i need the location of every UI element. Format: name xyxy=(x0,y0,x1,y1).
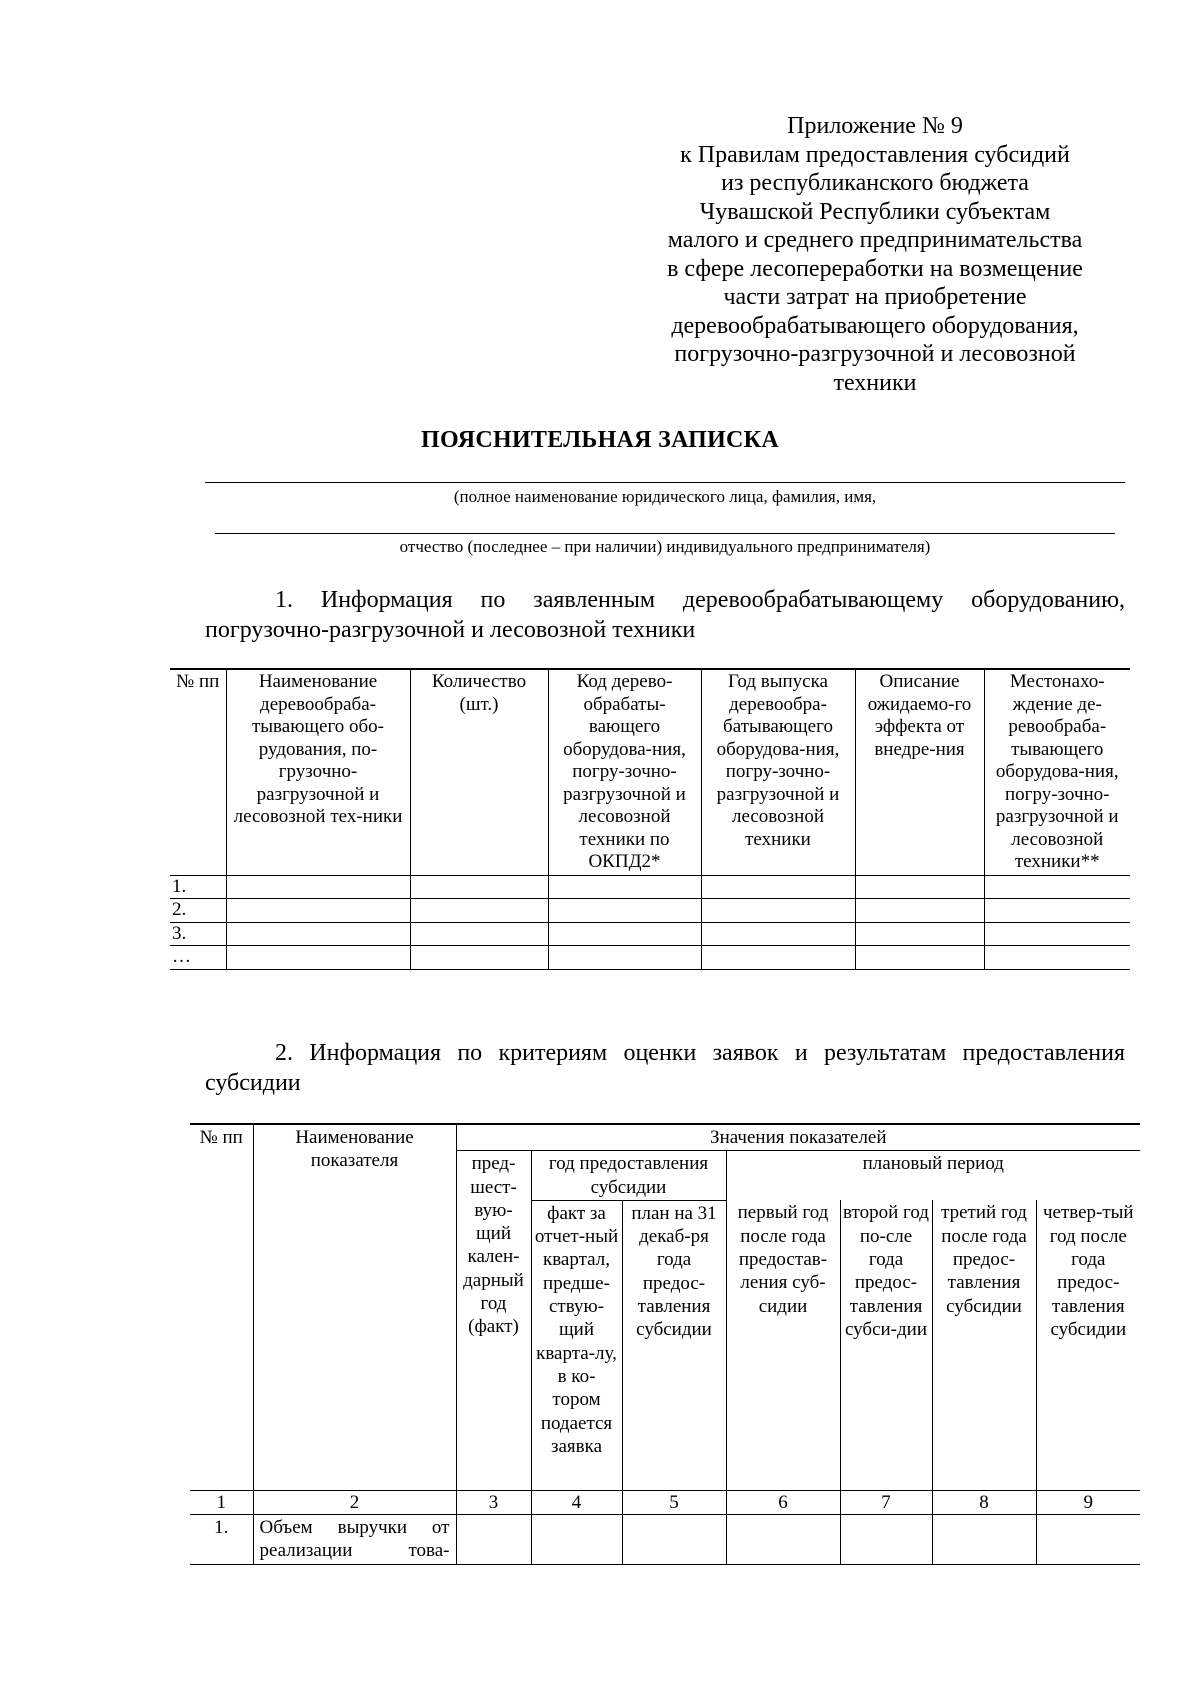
t1-cell[interactable] xyxy=(701,946,855,970)
t2-cell[interactable] xyxy=(726,1515,840,1565)
appendix-line: погрузочно-разгрузочной и лесовозной xyxy=(674,341,1076,367)
t2-header-year-2: второй год по-сле года предос-тавления субси-дии xyxy=(840,1200,932,1490)
t2-header-year-4: четвер-тый год после года предос-тавления субсидии xyxy=(1036,1200,1140,1490)
t1-cell[interactable] xyxy=(548,946,701,970)
t2-col-num: 6 xyxy=(726,1490,840,1514)
t2-col-num: 3 xyxy=(456,1490,531,1514)
t1-row-number: 2. xyxy=(170,899,226,923)
t2-header-year-1: первый год после года предостав-ления суб-сидии xyxy=(726,1200,840,1490)
appendix-line: в сфере лесопереработки на возмещение xyxy=(667,255,1083,282)
t1-cell[interactable] xyxy=(701,922,855,946)
section-1-line-2: погрузочно-разгрузочной и лесовозной техники xyxy=(205,617,696,643)
t1-cell[interactable] xyxy=(701,875,855,899)
t2-header-plan-dec31: план на 31 декаб-ря года предос-тавления субсидии xyxy=(622,1200,726,1490)
appendix-line: Приложение № 9 xyxy=(787,113,963,139)
appendix-line: малого и среднего предпринимательства xyxy=(667,227,1083,253)
t2-row-number: 1. xyxy=(190,1515,253,1565)
t1-cell[interactable] xyxy=(855,899,984,923)
section-2-line-2: субсидии xyxy=(205,1070,301,1096)
t1-cell[interactable] xyxy=(855,946,984,970)
t2-col-num: 1 xyxy=(190,1490,253,1514)
t1-cell[interactable] xyxy=(984,875,1130,899)
t2-cell[interactable] xyxy=(622,1515,726,1565)
appendix-line: к Правилам предоставления субсидий xyxy=(680,141,1070,168)
t2-col-num: 9 xyxy=(1036,1490,1140,1514)
t1-cell[interactable] xyxy=(984,946,1130,970)
section-1-line-1: 1. Информация по заявленным деревообрабатывающему оборудованию, xyxy=(275,587,1125,613)
name-caption-2: отчество (последнее – при наличии) индивидуального предпринимателя) xyxy=(399,537,931,556)
t1-cell[interactable] xyxy=(855,875,984,899)
table-row xyxy=(170,875,1130,899)
t1-cell[interactable] xyxy=(226,899,410,923)
t2-cell[interactable] xyxy=(840,1515,932,1565)
name-fill-line-1 xyxy=(205,482,1125,483)
t2-cell[interactable] xyxy=(531,1515,622,1565)
document-title: ПОЯСНИТЕЛЬНАЯ ЗАПИСКА xyxy=(420,427,780,453)
t1-cell[interactable] xyxy=(548,899,701,923)
t1-row-number: 1. xyxy=(170,875,226,899)
t2-col-num: 5 xyxy=(622,1490,726,1514)
appendix-line: Чувашской Республики субъектам xyxy=(699,198,1051,225)
t2-header-name: Наименование показателя xyxy=(253,1124,456,1490)
name-caption-1: (полное наименование юридического лица, фамилия, имя, xyxy=(453,487,877,506)
t1-cell[interactable] xyxy=(410,899,548,923)
t2-cell[interactable] xyxy=(456,1515,531,1565)
t1-cell[interactable] xyxy=(984,922,1130,946)
t1-cell[interactable] xyxy=(410,946,548,970)
table-row xyxy=(170,922,1130,946)
t2-header-planned-period: плановый период xyxy=(726,1151,1140,1201)
table-row xyxy=(170,946,1130,970)
appendix-line: деревообрабатывающего оборудования, xyxy=(671,312,1079,339)
criteria-table xyxy=(190,1123,1140,1565)
table-row xyxy=(170,899,1130,923)
t2-col-num: 7 xyxy=(840,1490,932,1514)
t1-cell[interactable] xyxy=(548,922,701,946)
t2-cell[interactable] xyxy=(1036,1515,1140,1565)
t2-header-grant-year: год предоставления субсидии xyxy=(531,1151,726,1201)
t1-cell[interactable] xyxy=(984,899,1130,923)
t1-header-no: № пп xyxy=(170,669,226,875)
name-fill-line-2 xyxy=(215,533,1115,534)
t1-header-effect: Описание ожидаемо-го эффекта от внедре-ния xyxy=(855,669,984,875)
t1-cell[interactable] xyxy=(548,875,701,899)
table-row xyxy=(190,1515,1140,1565)
t2-row-name: Объем выручки от реализации това- xyxy=(253,1515,456,1565)
section-2-line-1: 2. Информация по критериям оценки заявок и результатам предоставления xyxy=(275,1040,1125,1066)
t1-cell[interactable] xyxy=(410,922,548,946)
t1-header-okpd2-code: Код дерево-обрабаты-вающего оборудова-ния, погру-зочно-разгрузочной и лесовозной техники по ОКПД2* xyxy=(548,669,701,875)
t1-cell[interactable] xyxy=(226,946,410,970)
t2-header-no: № пп xyxy=(190,1124,253,1490)
t2-col-num: 4 xyxy=(531,1490,622,1514)
t2-header-prev-year: пред-шест-вую-щий кален-дарный год (факт) xyxy=(456,1151,531,1491)
t1-cell[interactable] xyxy=(410,875,548,899)
section-1-heading xyxy=(205,585,1125,645)
t1-cell[interactable] xyxy=(701,899,855,923)
t1-cell[interactable] xyxy=(855,922,984,946)
t2-header-fact-quarter: факт за отчет-ный квартал, предше-ствую-щий кварта-лу, в ко-тором подается заявка xyxy=(531,1200,622,1490)
t1-cell[interactable] xyxy=(226,922,410,946)
t2-col-num: 8 xyxy=(932,1490,1036,1514)
t1-header-year: Год выпуска деревообра-батывающего оборудова-ния, погру-зочно-разгрузочной и лесовозной техники xyxy=(701,669,855,875)
appendix-line: из республиканского бюджета xyxy=(721,170,1029,196)
t2-col-num: 2 xyxy=(253,1490,456,1514)
t1-header-name: Наименование деревообраба-тывающего обо-рудования, по-грузочно-разгрузочной и лесовозной тех-ники xyxy=(226,669,410,875)
t1-row-number: … xyxy=(170,946,226,970)
equipment-table xyxy=(170,668,1130,970)
t2-header-values: Значения показателей xyxy=(456,1124,1140,1151)
t1-row-number: 3. xyxy=(170,922,226,946)
t1-cell[interactable] xyxy=(226,875,410,899)
t1-header-location: Местонахо-ждение де-ревообраба-тывающего оборудова-ния, погру-зочно-разгрузочной и лесовозной техники** xyxy=(984,669,1130,875)
appendix-line: части затрат на приобретение xyxy=(723,284,1027,310)
t1-header-quantity: Количество (шт.) xyxy=(410,669,548,875)
t2-cell[interactable] xyxy=(932,1515,1036,1565)
appendix-header xyxy=(640,112,1110,397)
t2-header-year-3: третий год после года предос-тавления субсидии xyxy=(932,1200,1036,1490)
section-2-heading xyxy=(205,1038,1125,1098)
t2-column-numbers xyxy=(190,1490,1140,1514)
appendix-line: техники xyxy=(833,369,917,396)
